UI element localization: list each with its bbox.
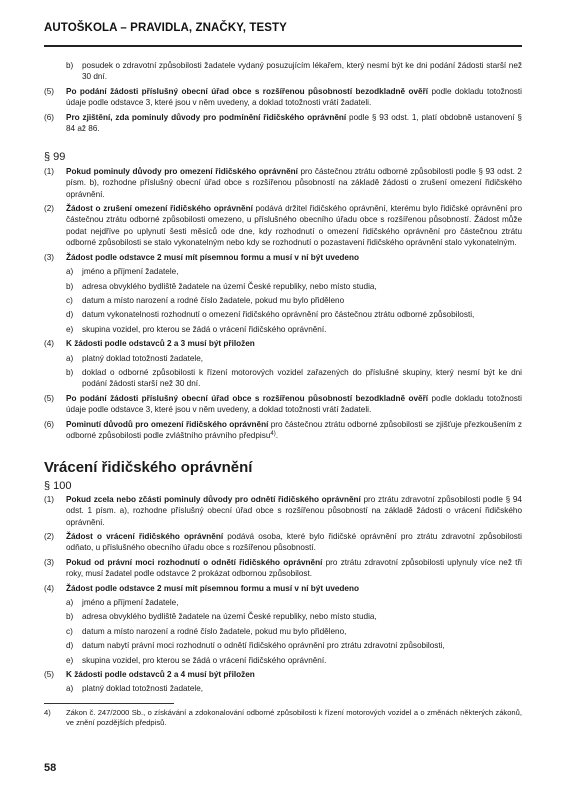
paragraph-text: podle dokladu totožnosti údaje podle odstavce 3, které jsou v něm uvedeny, a doklad totožnosti vrátí žadateli.: [66, 86, 522, 108]
page-content: [44, 60, 522, 728]
paragraph-number: (3): [44, 557, 55, 567]
item-label: d): [66, 310, 74, 320]
paragraph-lead: Po podání žádosti příslušný obecní úřad obce s rozšířenou působností bezodkladně ověří: [66, 393, 429, 403]
paragraph-number: (6): [44, 112, 55, 122]
list-item: [44, 353, 522, 364]
paragraph-lead: Pro zjištění, zda pominuly důvody pro podmínění řidičského oprávnění: [66, 112, 347, 122]
paragraph: [44, 86, 522, 109]
item-text: skupina vozidel, pro kterou se žádá o vrácení řidičského oprávnění.: [82, 655, 327, 665]
item-text: datum vykonatelnosti rozhodnutí o omezení řidičského oprávnění pro částečnou ztrátu odborné způsobilosti,: [82, 310, 475, 320]
item-text: jméno a příjmení žadatele,: [82, 267, 179, 277]
list-item: [44, 626, 522, 637]
item-text: adresa obvyklého bydliště žadatele na území České republiky, nebo místo studia,: [82, 612, 377, 622]
paragraph-lead: K žádosti podle odstavců 2 a 4 musí být přiložen: [66, 670, 255, 680]
paragraph: [44, 112, 522, 135]
paragraph: [44, 419, 522, 442]
list-item: [44, 309, 522, 320]
item-text: posudek o zdravotní způsobilosti žadatele vydaný posuzujícím lékařem, který nesmí být ke dni podání žádosti starší než 30 dní.: [82, 61, 522, 82]
paragraph: [44, 252, 522, 263]
footnote-rule: [44, 703, 174, 704]
list-item: [44, 597, 522, 608]
paragraph-lead: Žádost o vrácení řidičského oprávnění: [66, 532, 224, 541]
list-item: [44, 640, 522, 651]
item-text: adresa obvyklého bydliště žadatele na území České republiky, nebo místo studia,: [82, 281, 377, 291]
paragraph-lead: Žádost o zrušení omezení řidičského oprávnění: [66, 204, 253, 214]
paragraph-lead: Pokud zcela nebo zčásti pominuly důvody pro odnětí řidičského oprávnění: [66, 494, 361, 504]
paragraph-number: (3): [44, 252, 55, 262]
item-text: jméno a příjmení žadatele,: [82, 598, 179, 608]
paragraph: [44, 583, 522, 594]
item-label: a): [66, 598, 74, 608]
paragraph-lead: K žádosti podle odstavců 2 a 3 musí být přiložen: [66, 339, 255, 349]
paragraph-lead: Pominutí důvodů pro omezení řidičského oprávnění: [66, 419, 269, 429]
paragraph-text: podává osoba, které bylo řidičské oprávnění pro ztrátu zdravotní způsobilosti odňato, u příslušného obecního úřadu obce s rozšířenou působností.: [66, 532, 522, 553]
paragraph-text: pro ztrátu zdravotní způsobilosti uplynuly více než tři roky, musí žadatel podle odstavce 2 prokázat odbornou způsobilost.: [66, 557, 522, 579]
paragraph-number: (1): [44, 166, 55, 176]
paragraph-lead: Pokud pominuly důvody pro omezení řidičského oprávnění: [66, 166, 298, 176]
header-title: AUTOŠKOLA – PRAVIDLA, ZNAČKY, TESTY: [44, 22, 287, 34]
list-item: [44, 611, 522, 622]
paragraph-number: (5): [44, 393, 55, 403]
list-item: [44, 324, 522, 335]
paragraph-lead: Pokud od právní moci rozhodnutí o odnětí řidičského oprávnění: [66, 557, 323, 567]
item-label: b): [66, 61, 74, 70]
page-number: 58: [44, 762, 57, 774]
paragraph-text: pro ztrátu zdravotní způsobilosti podle § 94 odst. 1 písm. a), rozhodne příslušný obecní úřad obce s rozšířenou působností na základě žádosti o vrácení řidičského oprávnění.: [66, 494, 522, 527]
paragraph-tail: .: [275, 430, 278, 440]
item-text: skupina vozidel, pro kterou se žádá o vrácení řidičského oprávnění.: [82, 324, 327, 334]
item-label: b): [66, 281, 74, 291]
item-label: b): [66, 367, 74, 377]
paragraph-number: (4): [44, 583, 55, 593]
paragraph: [44, 338, 522, 349]
paragraph-number: (5): [44, 86, 55, 96]
paragraph-lead: Žádost podle odstavce 2 musí mít písemnou formu a musí v ní být uvedeno: [66, 252, 359, 262]
item-text: platný doklad totožnosti žadatele,: [82, 684, 204, 694]
list-item: [44, 266, 522, 277]
paragraph-text: pro částečnou ztrátu odborné způsobilosti podle § 93 odst. 2 písm. b), rozhodne příslušný obecní úřad obce s rozšířenou působností na základě žádosti o zrušení omezení řidičského oprávnění.: [66, 166, 522, 199]
paragraph-number: (2): [44, 204, 55, 214]
list-item: [44, 683, 522, 694]
paragraph: [44, 669, 522, 680]
paragraph-number: (6): [44, 419, 55, 429]
list-item: [44, 295, 522, 306]
footnote-ref: 4): [270, 430, 276, 437]
section-heading: § 99: [44, 151, 66, 164]
paragraph-lead: Žádost podle odstavce 2 musí mít písemnou formu a musí v ní být uvedeno: [66, 583, 359, 593]
paragraph: [44, 166, 522, 200]
item-label: c): [66, 295, 73, 305]
list-item: [44, 281, 522, 292]
item-label: a): [66, 267, 74, 277]
paragraph-number: (2): [44, 532, 55, 541]
item-label: e): [66, 324, 74, 334]
paragraph: [44, 531, 522, 554]
paragraph-lead: Po podání žádosti příslušný obecní úřad obce s rozšířenou působností bezodkladně ověří: [66, 86, 429, 96]
list-item: [44, 655, 522, 666]
page-header: [44, 22, 522, 38]
paragraph-text: podle dokladu totožnosti údaje podle odstavce 3, které jsou v něm uvedeny, a doklad totožnosti vrátí žadateli.: [66, 393, 522, 415]
paragraph: [44, 393, 522, 416]
item-label: a): [66, 684, 74, 694]
item-text: datum nabytí právní moci rozhodnutí o odnětí řidičského oprávnění pro ztrátu zdravotní způsobilosti,: [82, 641, 445, 651]
item-text: datum a místo narození a rodné číslo žadatele, pokud mu bylo přiděleno,: [82, 626, 347, 636]
paragraph: [44, 203, 522, 249]
paragraph-text: pro částečnou ztrátu odborné způsobilosti se zjišťuje přezkoušením z odborné způsobilosti podle zvláštního právního předpisu: [66, 419, 522, 440]
paragraph-number: (1): [44, 494, 55, 504]
item-label: a): [66, 353, 74, 363]
footnote-number: 4): [44, 707, 51, 717]
paragraph-number: (4): [44, 339, 55, 349]
footnote: [44, 708, 522, 728]
footnote-text: Zákon č. 247/2000 Sb., o získávání a zdokonalování odborné způsobilosti k řízení motorových vozidel a o změnách některých zákonů, ve znění pozdějších předpisů.: [66, 707, 522, 727]
item-text: platný doklad totožnosti žadatele,: [82, 353, 204, 363]
paragraph-text: podle § 93 odst. 1, platí obdobně ustanovení § 84 až 86.: [66, 112, 522, 134]
chapter-heading: Vrácení řidičského oprávnění: [44, 459, 253, 477]
paragraph-number: (5): [44, 670, 55, 680]
paragraph-text: podává držitel řidičského oprávnění, kterému bylo řidičské oprávnění pro částečnou ztrátu odborné způsobilosti omezeno, u příslušného obecního úřadu obce s rozšířenou působností. Žádost může podat nejdříve po uplynutí šesti měsíců ode dne, kdy rozhodnutí o omezení řidičského oprávnění pro částečnou ztrátu odborné způsobilosti se stalo vykonatelným nebo kdy se rozhodnutí o pozastavení řidičského oprávnění stalo vykonatelným.: [66, 204, 522, 248]
list-item: [44, 367, 522, 390]
item-label: d): [66, 641, 74, 651]
section-heading: § 100: [44, 480, 72, 493]
paragraph: [44, 494, 522, 528]
item-text: doklad o odborné způsobilosti k řízení motorových vozidel zařazených do příslušné skupiny, který nesmí být ke dni podání žádosti starší než 30 dní.: [82, 367, 522, 389]
item-label: c): [66, 626, 73, 636]
header-rule: [44, 45, 522, 47]
paragraph: [44, 557, 522, 580]
item-label: b): [66, 612, 74, 622]
item-text: datum a místo narození a rodné číslo žadatele, pokud mu bylo přiděleno: [82, 295, 345, 305]
item-label: e): [66, 655, 74, 665]
list-item: [44, 60, 522, 83]
